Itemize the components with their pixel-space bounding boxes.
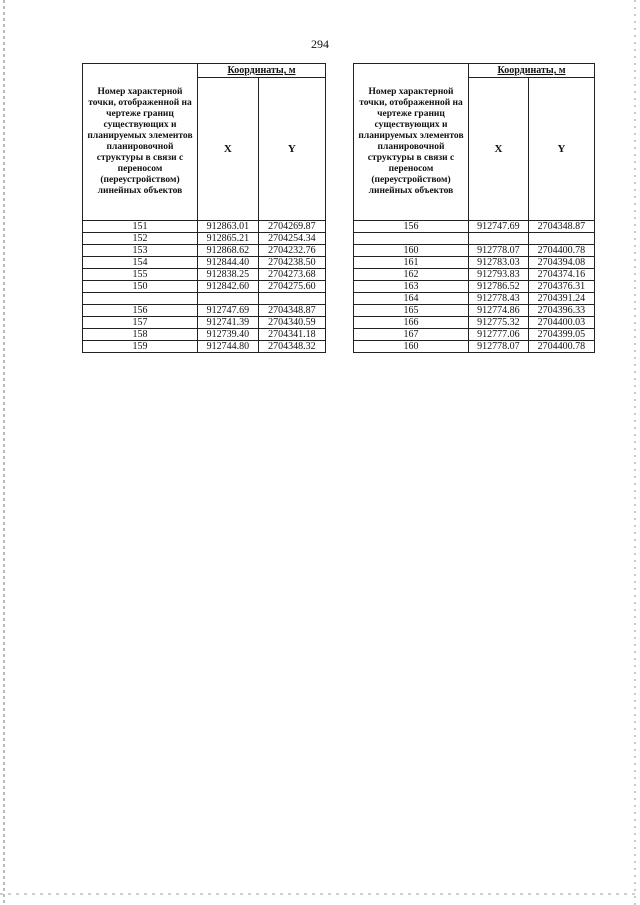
y-coordinate-cell <box>258 293 325 305</box>
point-number-cell: 151 <box>83 221 198 233</box>
y-coordinate-cell: 2704348.32 <box>258 341 325 353</box>
table-row <box>354 329 595 341</box>
table-row <box>83 293 326 305</box>
x-coordinate-cell: 912739.40 <box>198 329 259 341</box>
point-number-cell: 165 <box>354 305 469 317</box>
point-number-cell: 152 <box>83 233 198 245</box>
x-coordinate-cell: 912778.07 <box>469 341 529 353</box>
table-row <box>354 341 595 353</box>
y-coordinate-cell: 2704238.50 <box>258 257 325 269</box>
table-row <box>354 305 595 317</box>
x-coordinate-cell: 912838.25 <box>198 269 259 281</box>
x-coordinate-cell: 912744.80 <box>198 341 259 353</box>
x-coordinate-cell: 912747.69 <box>198 305 259 317</box>
header-y: Y <box>258 78 325 221</box>
y-coordinate-cell: 2704273.68 <box>258 269 325 281</box>
scan-edge-bottom <box>0 893 640 895</box>
y-coordinate-cell: 2704400.03 <box>528 317 594 329</box>
y-coordinate-cell: 2704400.78 <box>528 245 594 257</box>
table-row <box>354 257 595 269</box>
point-number-cell: 153 <box>83 245 198 257</box>
table-row <box>354 293 595 305</box>
y-coordinate-cell: 2704400.78 <box>528 341 594 353</box>
table-row <box>83 257 326 269</box>
x-coordinate-cell: 912868.62 <box>198 245 259 257</box>
table-row <box>83 281 326 293</box>
point-number-cell <box>83 293 198 305</box>
table-row <box>83 317 326 329</box>
x-coordinate-cell: 912865.21 <box>198 233 259 245</box>
page-number: 294 <box>311 37 329 51</box>
y-coordinate-cell: 2704348.87 <box>528 221 594 233</box>
x-coordinate-cell: 912777.06 <box>469 329 529 341</box>
coordinates-table-left <box>82 63 326 353</box>
point-number-cell: 157 <box>83 317 198 329</box>
y-coordinate-cell: 2704374.16 <box>528 269 594 281</box>
table-row <box>354 245 595 257</box>
x-coordinate-cell: 912786.52 <box>469 281 529 293</box>
point-number-cell: 154 <box>83 257 198 269</box>
header-x: X <box>469 78 529 221</box>
point-number-cell: 158 <box>83 329 198 341</box>
y-coordinate-cell: 2704275.60 <box>258 281 325 293</box>
x-coordinate-cell: 912842.60 <box>198 281 259 293</box>
table-row <box>354 317 595 329</box>
point-number-cell: 163 <box>354 281 469 293</box>
x-coordinate-cell: 912774.86 <box>469 305 529 317</box>
y-coordinate-cell: 2704269.87 <box>258 221 325 233</box>
scan-edge-left <box>3 0 5 905</box>
y-coordinate-cell <box>528 233 594 245</box>
point-number-cell: 155 <box>83 269 198 281</box>
x-coordinate-cell: 912863.01 <box>198 221 259 233</box>
table-row <box>354 221 595 233</box>
header-point-number: Номер характерной точки, отображенной на чертеже границ существующих и планируемых элементов планировочной структуры в связи с переносом (переустройством) линейных объектов <box>354 64 469 221</box>
y-coordinate-cell: 2704340.59 <box>258 317 325 329</box>
y-coordinate-cell: 2704391.24 <box>528 293 594 305</box>
table-row <box>83 269 326 281</box>
x-coordinate-cell <box>469 233 529 245</box>
y-coordinate-cell: 2704232.76 <box>258 245 325 257</box>
y-coordinate-cell: 2704376.31 <box>528 281 594 293</box>
x-coordinate-cell: 912741.39 <box>198 317 259 329</box>
y-coordinate-cell: 2704394.08 <box>528 257 594 269</box>
table-row <box>83 305 326 317</box>
point-number-cell: 166 <box>354 317 469 329</box>
x-coordinate-cell: 912844.40 <box>198 257 259 269</box>
table-row <box>83 245 326 257</box>
y-coordinate-cell: 2704399.05 <box>528 329 594 341</box>
table-row <box>83 233 326 245</box>
x-coordinate-cell: 912747.69 <box>469 221 529 233</box>
point-number-cell: 160 <box>354 341 469 353</box>
x-coordinate-cell: 912783.03 <box>469 257 529 269</box>
header-x: X <box>198 78 259 221</box>
table-row <box>354 281 595 293</box>
point-number-cell: 159 <box>83 341 198 353</box>
table-row <box>83 329 326 341</box>
point-number-cell: 164 <box>354 293 469 305</box>
coordinates-table-right <box>353 63 595 353</box>
table-row <box>354 269 595 281</box>
x-coordinate-cell: 912775.32 <box>469 317 529 329</box>
table-body-right <box>354 221 595 353</box>
header-coordinates: Координаты, м <box>469 64 595 78</box>
y-coordinate-cell: 2704348.87 <box>258 305 325 317</box>
point-number-cell: 156 <box>83 305 198 317</box>
x-coordinate-cell: 912778.43 <box>469 293 529 305</box>
point-number-cell: 162 <box>354 269 469 281</box>
table-row <box>354 233 595 245</box>
point-number-cell <box>354 233 469 245</box>
x-coordinate-cell: 912793.83 <box>469 269 529 281</box>
x-coordinate-cell <box>198 293 259 305</box>
scan-edge-right <box>634 0 636 905</box>
header-point-number: Номер характерной точки, отображенной на чертеже границ существующих и планируемых элементов планировочной структуры в связи с переносом (переустройством) линейных объектов <box>83 64 198 221</box>
y-coordinate-cell: 2704254.34 <box>258 233 325 245</box>
x-coordinate-cell: 912778.07 <box>469 245 529 257</box>
table-row <box>83 221 326 233</box>
point-number-cell: 160 <box>354 245 469 257</box>
y-coordinate-cell: 2704341.18 <box>258 329 325 341</box>
header-coordinates: Координаты, м <box>198 64 326 78</box>
point-number-cell: 161 <box>354 257 469 269</box>
table-body-left <box>83 221 326 353</box>
point-number-cell: 150 <box>83 281 198 293</box>
point-number-cell: 156 <box>354 221 469 233</box>
point-number-cell: 167 <box>354 329 469 341</box>
table-row <box>83 341 326 353</box>
y-coordinate-cell: 2704396.33 <box>528 305 594 317</box>
header-y: Y <box>528 78 594 221</box>
